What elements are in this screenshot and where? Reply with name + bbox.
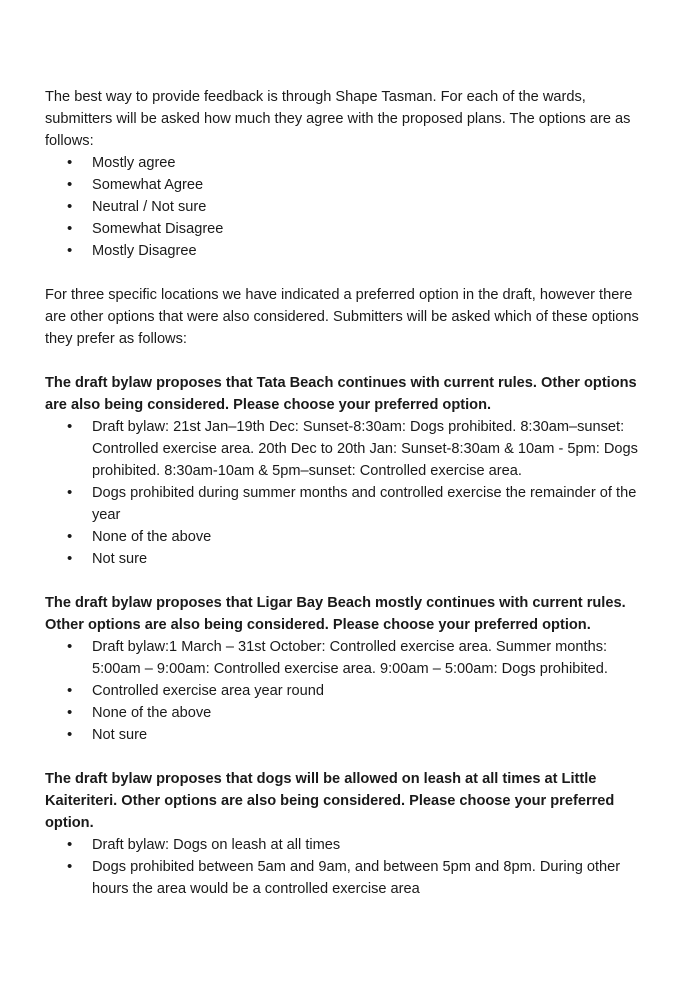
list-item: • Draft bylaw: Dogs on leash at all times	[45, 834, 650, 856]
locations-intro-paragraph: For three specific locations we have indicated a preferred option in the draft, however there are other options that were also considered. Submitters will be asked which of these options they prefer as follows:	[45, 287, 639, 347]
list-item: • Mostly agree	[45, 152, 650, 174]
list-item: • Controlled exercise area year round	[45, 680, 650, 702]
section-tata-beach	[45, 372, 650, 570]
list-item: • None of the above	[45, 526, 650, 548]
list-item: • Not sure	[45, 548, 650, 570]
options-list	[45, 416, 650, 570]
section-heading: The draft bylaw proposes that dogs will be allowed on leash at all times at Little Kaiteriteri. Other options are also being considered. Please choose your preferred option.	[45, 771, 615, 831]
document-page	[45, 86, 650, 922]
list-item: • None of the above	[45, 702, 650, 724]
list-item: • Draft bylaw: 21st Jan–19th Dec: Sunset-8:30am: Dogs prohibited. 8:30am–sunset: Controlled exercise area. 20th Dec to 20th Jan: Sunset-8:30am & 10am - 5pm: Dogs prohibited. 8:30am-10am & 5pm–sunset: Controlled exercise area.	[45, 416, 650, 482]
section-heading: The draft bylaw proposes that Ligar Bay Beach mostly continues with current rules. Other options are also being considered. Please choose your preferred option.	[45, 595, 626, 633]
list-item: • Somewhat Disagree	[45, 218, 650, 240]
list-item: • Not sure	[45, 724, 650, 746]
section-heading: The draft bylaw proposes that Tata Beach continues with current rules. Other options are also being considered. Please choose your preferred option.	[45, 375, 637, 413]
agreement-options-list	[45, 152, 650, 262]
list-item: • Somewhat Agree	[45, 174, 650, 196]
list-item: • Draft bylaw:1 March – 31st October: Controlled exercise area. Summer months: 5:00am – 9:00am: Controlled exercise area. 9:00am – 5:00am: Dogs prohibited.	[45, 636, 650, 680]
intro-section	[45, 86, 650, 262]
list-item: • Dogs prohibited during summer months and controlled exercise the remainder of the year	[45, 482, 650, 526]
list-item: • Mostly Disagree	[45, 240, 650, 262]
options-list	[45, 834, 650, 900]
section-little-kaiteriteri	[45, 768, 650, 900]
options-list	[45, 636, 650, 746]
section-ligar-bay-beach	[45, 592, 650, 746]
list-item: • Dogs prohibited between 5am and 9am, and between 5pm and 8pm. During other hours the area would be a controlled exercise area	[45, 856, 650, 900]
intro-paragraph: The best way to provide feedback is through Shape Tasman. For each of the wards, submitters will be asked how much they agree with the proposed plans. The options are as follows:	[45, 89, 631, 149]
list-item: • Neutral / Not sure	[45, 196, 650, 218]
